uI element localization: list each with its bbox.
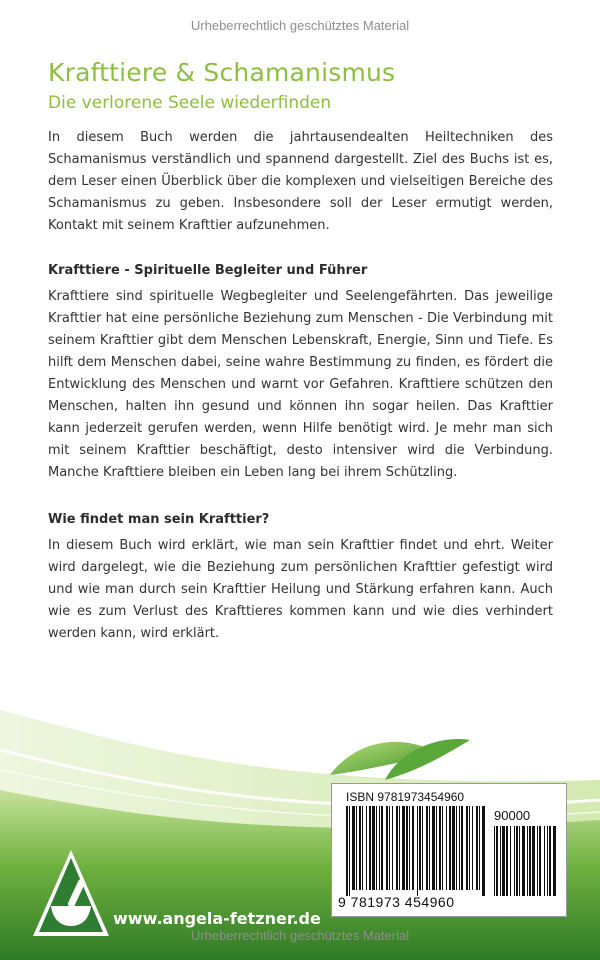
website-link[interactable]: www.angela-fetzner.de (113, 909, 321, 928)
isbn-label: ISBN 9781973454960 (346, 790, 465, 804)
book-title: Krafttiere & Schamanismus (48, 58, 396, 87)
copyright-watermark-top: Urheberrechtlich geschütztes Material (190, 18, 410, 33)
section-text-krafttiere: Krafttiere sind spirituelle Wegbegleiter und Seelengefährten. Das jeweilige Krafttier hat eine persönliche Beziehung zum Menschen - Die Verbindung mit seinem Krafttier gibt dem Menschen Lebenskraft, Energie, Sinn und Tiefe. Es hilft dem Menschen dabei, seine wahre Bestimmung zu finden, es fördert die Entwicklung des Menschen und warnt vor Gefahren. Krafttiere schützen den Menschen, halten ihn gesund und können ihn sogar heilen. Das Krafttier kann jederzeit gerufen werden, wenn Hilfe benötigt wird. Je mehr man sich mit seinem Krafttier beschäftigt, desto intensiver wird die Verbindung. Manche Krafttiere bleiben ein Leben lang bei ihrem Schützling. (48, 289, 553, 480)
addon-barcode (494, 826, 556, 896)
section-text-finden: In diesem Buch wird erklärt, wie man sein Krafttier findet und ehrt. Weiter wird dargelegt, wie die Beziehung zum persönlichen Krafttier gefestigt wird und wie man durch sein Krafttier Heilung und Stärkung erfahren kann. Auch wie es zum Verlust des Krafttieres kommen kann und wie dies verhindert werden kann, wird erklärt. (48, 538, 553, 641)
mortar-pestle-logo (31, 848, 111, 938)
book-subtitle: Die verlorene Seele wiederfinden (48, 93, 332, 113)
ean-barcode (346, 806, 486, 896)
isbn-digits: 9 781973 454960 (338, 894, 455, 910)
section-heading-finden: Wie findet man sein Krafttier? (48, 512, 270, 527)
section-heading-krafttiere: Krafttiere - Spirituelle Begleiter und Führer (48, 263, 368, 278)
isbn-barcode-box (331, 783, 567, 917)
intro-paragraph: In diesem Buch werden die jahrtausendealten Heiltechniken des Schamanismus verständlich und spannend dargestellt. Ziel des Buchs ist es, dem Leser einen Überblick über die komplexen und vielseitigen Bereiche des Schamanismus zu geben. Insbesondere soll der Leser ermutigt werden, Kontakt mit seinem Krafttier aufzunehmen. (48, 130, 553, 233)
copyright-watermark-bottom: Urheberrechtlich geschütztes Material (190, 928, 410, 943)
price-code: 90000 (494, 808, 531, 823)
